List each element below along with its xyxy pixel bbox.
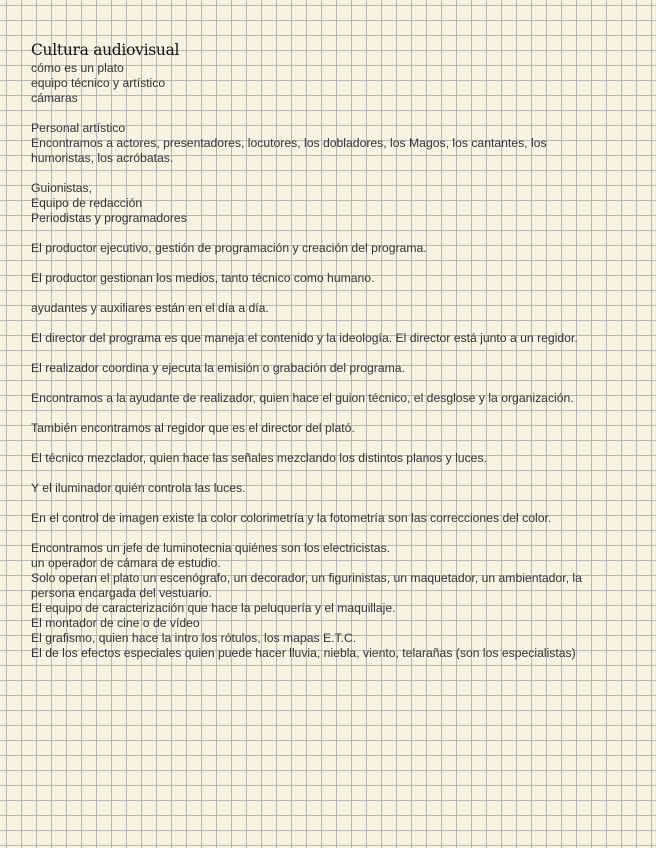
- blank-line: [31, 256, 631, 271]
- blank-line: [31, 286, 631, 301]
- note-line: ayudantes y auxiliares están en el día a día.: [31, 301, 269, 315]
- note-line: El realizador coordina y ejecuta la emisión o grabación del programa.: [31, 361, 405, 375]
- note-line: humoristas, los acróbatas.: [31, 151, 174, 165]
- note-line: Encontramos a actores, presentadores, locutores, los dobladores, los Magos, los cantantes, los: [31, 136, 547, 150]
- note-line: Solo operan el plato un escenógrafo, un decorador, un figurinistas, un maquetador, un ambientador, la: [31, 571, 582, 585]
- note-line: El director del programa es que maneja el contenido y la ideología. El director está junto a un regidor.: [31, 331, 578, 345]
- blank-line: [31, 376, 631, 391]
- note-line: persona encargada del vestuario.: [31, 586, 212, 600]
- blank-line: [31, 166, 631, 181]
- note-line: El productor ejecutivo, gestión de programación y creación del programa.: [31, 241, 427, 255]
- note-line: Guionistas,: [31, 181, 92, 195]
- note-line: El productor gestionan los medios, tanto técnico como humano.: [31, 271, 375, 285]
- note-line: cámaras: [31, 91, 78, 105]
- note-line: un operador de cámara de estudio.: [31, 556, 221, 570]
- note-line: Personal artístico: [31, 121, 126, 135]
- blank-line: [31, 316, 631, 331]
- note-line: En el control de imagen existe la color colorimetría y la fotometría son las correcciones del color.: [31, 511, 552, 525]
- note-line: El técnico mezclador, quien hace las señales mezclando los distintos planos y luces.: [31, 451, 487, 465]
- note-line: El grafismo, quien hace la intro los rótulos, los mapas E.T.C.: [31, 631, 357, 645]
- note-line: Encontramos un jefe de luminotecnia quiénes son los electricistas.: [31, 541, 391, 555]
- note-line: Encontramos a la ayudante de realizador, quien hace el guion técnico, el desglose y la organización.: [31, 391, 574, 405]
- note-line: También encontramos al regidor que es el director del plató.: [31, 421, 355, 435]
- blank-line: [31, 496, 631, 511]
- note-line: El montador de cine o de vídeo: [31, 616, 200, 630]
- note-lines: [31, 61, 631, 661]
- note-body: [31, 40, 631, 661]
- note-line: equipo técnico y artístico: [31, 76, 166, 90]
- blank-line: [31, 436, 631, 451]
- note-line: Equipo de redacción: [31, 196, 143, 210]
- blank-line: [31, 466, 631, 481]
- note-line: Y el iluminador quién controla las luces.: [31, 481, 246, 495]
- blank-line: [31, 526, 631, 541]
- blank-line: [31, 346, 631, 361]
- blank-line: [31, 406, 631, 421]
- blank-line: [31, 226, 631, 241]
- note-line: El de los efectos especiales quien puede hacer lluvia, niebla, viento, telarañas (son los especialistas): [31, 646, 576, 660]
- note-line: Periodistas y programadores: [31, 211, 187, 225]
- note-title: Cultura audiovisual: [31, 41, 180, 59]
- note-line: cómo es un plato: [31, 61, 124, 75]
- note-line: El equipo de caracterización que hace la peluquería y el maquillaje.: [31, 601, 396, 615]
- blank-line: [31, 106, 631, 121]
